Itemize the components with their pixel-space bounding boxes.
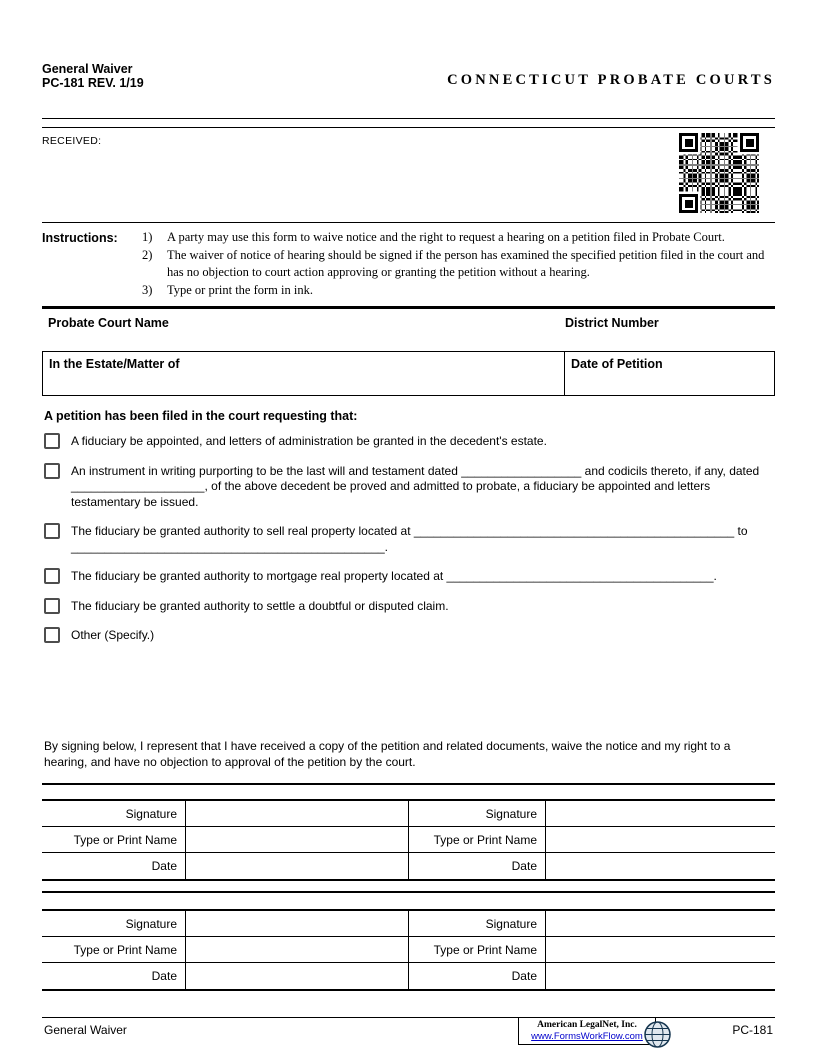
- checkbox-mortgage-real-property[interactable]: [44, 568, 60, 584]
- page-header: [42, 62, 775, 90]
- instruction-text: A party may use this form to waive notice and the right to request a hearing on a petition filed in Probate Court.: [167, 230, 725, 244]
- petition-option: [42, 523, 775, 555]
- estate-matter-field[interactable]: [43, 352, 564, 395]
- date-field[interactable]: [545, 963, 775, 989]
- date-field[interactable]: [545, 853, 775, 879]
- instruction-text: The waiver of notice of hearing should be signed if the person has examined the specified petition filed in the court and has no objection to court action approving or granting the petition without a hearing.: [167, 248, 765, 279]
- petition-option: [42, 463, 775, 511]
- instruction-text: Type or print the form in ink.: [167, 283, 313, 297]
- court-info-row: [42, 309, 775, 351]
- divider-thick: [42, 783, 775, 785]
- probate-court-name-label: Probate Court Name: [48, 316, 169, 330]
- instruction-item: [142, 282, 775, 299]
- petition-option: [42, 433, 775, 450]
- signature-label: Signature: [408, 801, 545, 827]
- date-of-petition-label: Date of Petition: [571, 357, 663, 371]
- district-number-label: District Number: [565, 316, 659, 330]
- option-text: An instrument in writing purporting to be the last will and testament dated __________________ and codicils thereto, if any, dated ____________________, of the above decedent be proved and admitted to probate, a fiduciary be appointed and letters testamentary be issued.: [71, 463, 760, 509]
- print-name-field[interactable]: [185, 827, 408, 853]
- checkbox-fiduciary-appointed[interactable]: [44, 433, 60, 449]
- instruction-number: 2): [142, 248, 153, 262]
- date-label: Date: [151, 858, 177, 873]
- district-number-field[interactable]: [565, 314, 775, 351]
- petition-option: [42, 627, 775, 644]
- form-title-block: [42, 62, 144, 90]
- petition-heading: A petition has been filed in the court requesting that:: [44, 409, 358, 423]
- divider: [42, 118, 775, 119]
- option-text: The fiduciary be granted authority to settle a doubtful or disputed claim.: [71, 598, 449, 613]
- signature-table-1: [42, 799, 775, 881]
- signature-field[interactable]: [185, 801, 408, 827]
- instructions-label: Instructions:: [42, 231, 118, 245]
- estate-matter-label: In the Estate/Matter of: [49, 357, 180, 371]
- print-name-field[interactable]: [545, 827, 775, 853]
- date-field[interactable]: [185, 963, 408, 989]
- divider: [42, 222, 775, 223]
- signature-field[interactable]: [545, 911, 775, 937]
- qr-finder-icon: [679, 194, 698, 213]
- received-label: RECEIVED:: [42, 135, 102, 147]
- date-field[interactable]: [185, 853, 408, 879]
- checkbox-settle-claim[interactable]: [44, 598, 60, 614]
- form-title: General Waiver: [42, 62, 133, 76]
- print-name-label: Type or Print Name: [42, 937, 185, 963]
- received-stamp-area: [42, 128, 775, 222]
- qr-code: [677, 131, 761, 215]
- option-text: The fiduciary be granted authority to mortgage real property located at ________________________________________.: [71, 569, 717, 583]
- divider-thick: [42, 891, 775, 893]
- checkbox-sell-real-property[interactable]: [44, 523, 60, 539]
- instructions-list: [142, 229, 775, 300]
- declaration-text: By signing below, I represent that I have received a copy of the petition and related documents, waive the notice and my right to a hearing, and have no objection to approval of the petition by the court.: [44, 738, 731, 769]
- qr-finder-icon: [740, 133, 759, 152]
- checkbox-other[interactable]: [44, 627, 60, 643]
- signature-label: Signature: [42, 911, 185, 937]
- estate-info-row: [42, 351, 775, 396]
- date-label: Date: [151, 968, 177, 983]
- qr-finder-icon: [679, 133, 698, 152]
- print-name-label: Type or Print Name: [408, 937, 545, 963]
- date-of-petition-field[interactable]: [564, 352, 774, 395]
- option-text: The fiduciary be granted authority to sell real property located at ________________________________________________ to _______________________________________________.: [71, 524, 748, 554]
- footer-form-code: PC-181: [732, 1022, 773, 1037]
- court-title: CONNECTICUT PROBATE COURTS: [447, 72, 775, 88]
- checkbox-will-admitted[interactable]: [44, 463, 60, 479]
- legalnet-name: American LegalNet, Inc.: [537, 1020, 637, 1030]
- signature-label: Signature: [42, 801, 185, 827]
- instructions-section: [42, 229, 775, 300]
- probate-court-name-field[interactable]: [42, 314, 565, 351]
- signature-label: Signature: [408, 911, 545, 937]
- petition-option: [42, 568, 775, 585]
- print-name-label: Type or Print Name: [42, 827, 185, 853]
- signature-field[interactable]: [545, 801, 775, 827]
- option-text: A fiduciary be appointed, and letters of administration be granted in the decedent's estate.: [71, 434, 547, 448]
- option-text: Other (Specify.): [71, 628, 155, 642]
- form-number: PC-181 REV. 1/19: [42, 76, 144, 90]
- formsworkflow-link[interactable]: www.FormsWorkFlow.com: [531, 1031, 643, 1042]
- instruction-number: 1): [142, 230, 153, 244]
- footer-form-name: General Waiver: [44, 1022, 127, 1037]
- signature-field[interactable]: [185, 911, 408, 937]
- print-name-field[interactable]: [185, 937, 408, 963]
- instruction-item: [142, 247, 775, 281]
- petition-option: [42, 598, 775, 615]
- globe-icon: [644, 1021, 671, 1053]
- date-label: Date: [408, 853, 545, 879]
- signature-table-2: [42, 909, 775, 991]
- instruction-number: 3): [142, 283, 153, 297]
- date-label: Date: [408, 963, 545, 989]
- print-name-label: Type or Print Name: [408, 827, 545, 853]
- instruction-item: [142, 229, 775, 246]
- print-name-field[interactable]: [545, 937, 775, 963]
- legalnet-badge: [518, 1017, 656, 1045]
